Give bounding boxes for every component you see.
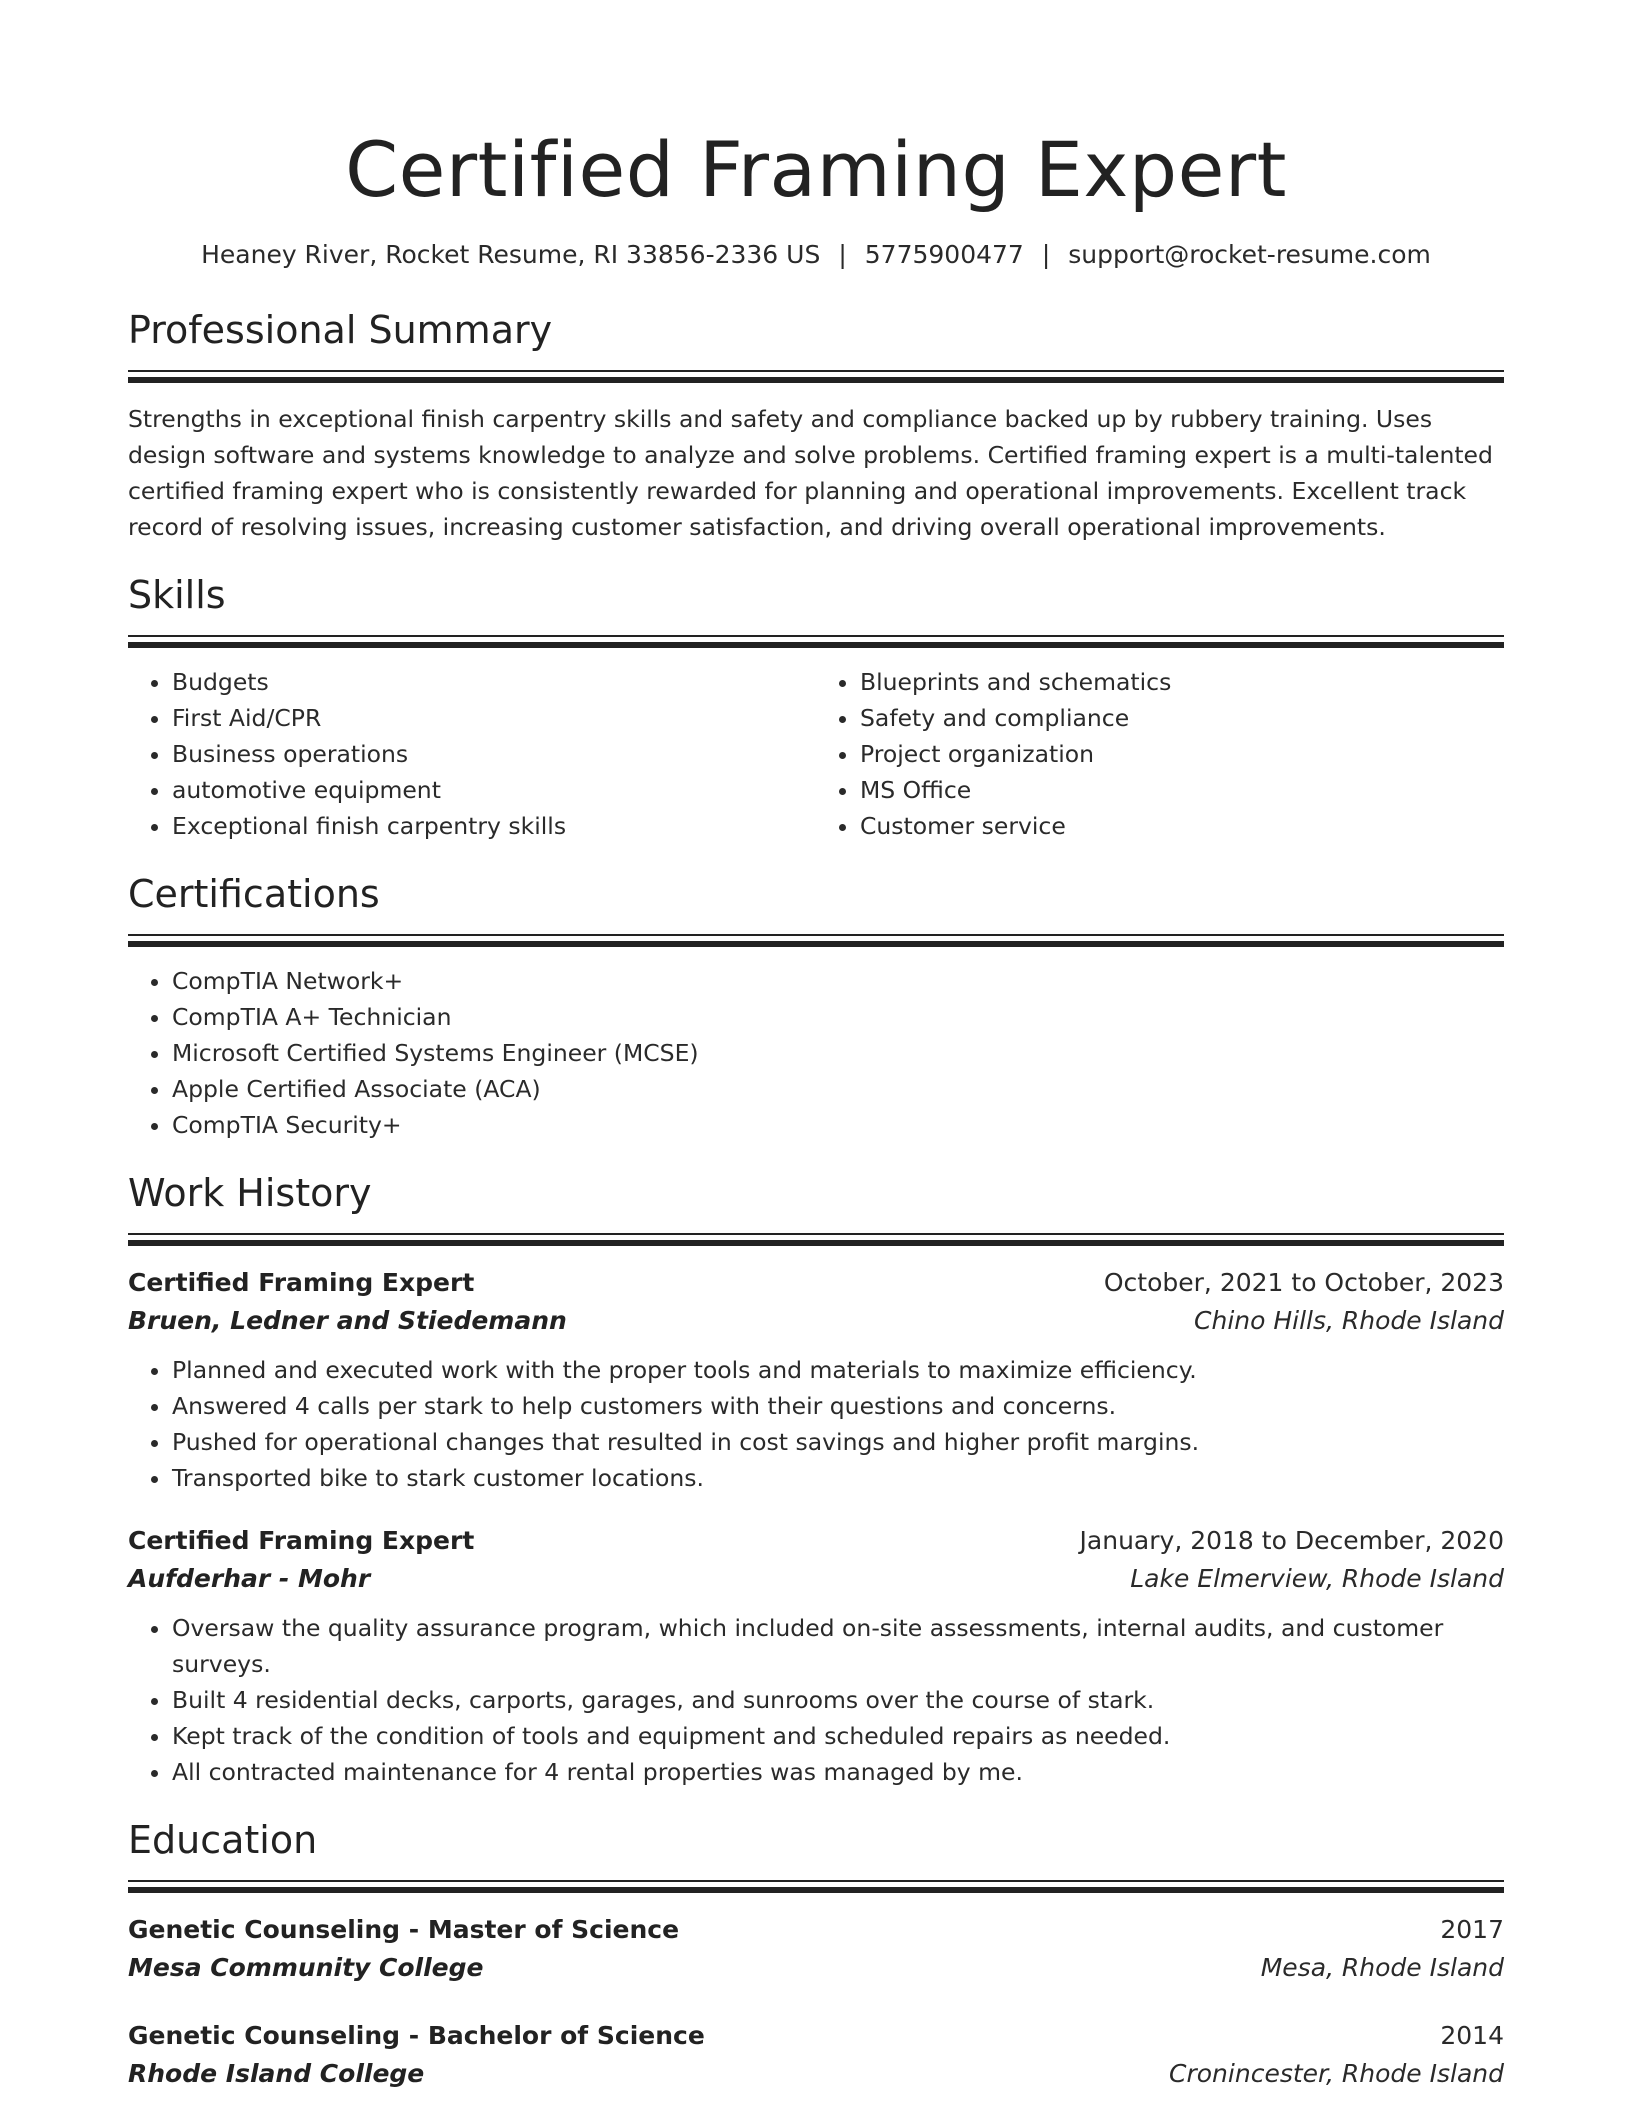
section-title-summary: Professional Summary	[128, 308, 553, 352]
job-bullet: • Pushed for operational changes that resulted in cost savings and higher profit margins.	[172, 1424, 1504, 1460]
skill-item: • Business operations	[172, 736, 816, 772]
certifications-section	[128, 870, 1504, 1143]
skill-item: • Budgets	[172, 664, 816, 700]
skill-item: • MS Office	[860, 772, 1504, 808]
job-entry	[128, 1264, 1504, 1496]
job-location: Lake Elmerview, Rhode Island	[1130, 1564, 1504, 1593]
section-divider	[128, 1233, 1504, 1235]
job-company: Bruen, Ledner and Stiedemann	[128, 1306, 567, 1335]
section-title-certifications: Certifications	[128, 872, 380, 916]
skills-list-right	[816, 664, 1504, 844]
education-subheader	[128, 1949, 1504, 1987]
skill-item: • automotive equipment	[172, 772, 816, 808]
section-title-work-history: Work History	[128, 1171, 372, 1215]
job-bullet: • All contracted maintenance for 4 rental properties was managed by me.	[172, 1754, 1504, 1790]
certification-item: • Microsoft Certified Systems Engineer (MCSE)	[172, 1035, 1504, 1071]
work-history-section	[128, 1169, 1504, 1790]
section-divider-thick	[128, 941, 1504, 947]
job-bullet-list	[128, 1610, 1504, 1790]
section-divider-thick	[128, 377, 1504, 383]
contact-email[interactable]: support@rocket-resume.com	[1068, 240, 1431, 269]
education-subheader	[128, 2055, 1504, 2093]
certification-item: • CompTIA Security+	[172, 1107, 1504, 1143]
skills-list-left	[128, 664, 816, 844]
education-section	[128, 1816, 1504, 2093]
job-bullet: • Transported bike to stark customer locations.	[172, 1460, 1504, 1496]
education-header	[128, 2017, 1504, 2055]
job-location: Chino Hills, Rhode Island	[1194, 1306, 1504, 1335]
job-title: Certified Framing Expert	[128, 1268, 475, 1297]
job-title: Certified Framing Expert	[128, 1526, 475, 1555]
education-header	[128, 1911, 1504, 1949]
job-bullet: • Built 4 residential decks, carports, garages, and sunrooms over the course of stark.	[172, 1682, 1504, 1718]
education-location: Mesa, Rhode Island	[1260, 1953, 1504, 1982]
job-entry	[128, 1522, 1504, 1790]
section-divider-thick	[128, 642, 1504, 648]
certification-item: • CompTIA Network+	[172, 963, 1504, 999]
section-divider	[128, 370, 1504, 372]
skill-item: • First Aid/CPR	[172, 700, 816, 736]
skill-item: • Blueprints and schematics	[860, 664, 1504, 700]
job-dates: January, 2018 to December, 2020	[1079, 1526, 1504, 1555]
job-bullet: • Kept track of the condition of tools and equipment and scheduled repairs as needed.	[172, 1718, 1504, 1754]
job-dates: October, 2021 to October, 2023	[1103, 1268, 1504, 1297]
resume-name: Certified Framing Expert	[345, 125, 1287, 214]
skill-item: • Exceptional finish carpentry skills	[172, 808, 816, 844]
contact-line	[128, 238, 1504, 272]
job-bullet-list	[128, 1352, 1504, 1496]
skills-section	[128, 571, 1504, 844]
job-bullet: • Planned and executed work with the proper tools and materials to maximize efficiency.	[172, 1352, 1504, 1388]
section-divider	[128, 635, 1504, 637]
education-entry	[128, 2017, 1504, 2093]
education-degree: Genetic Counseling - Bachelor of Science	[128, 2021, 705, 2050]
summary-section	[128, 306, 1504, 545]
contact-address: Heaney River, Rocket Resume, RI 33856-2336 US	[201, 240, 821, 269]
job-subheader	[128, 1560, 1504, 1598]
education-year: 2017	[1440, 1915, 1504, 1944]
section-title-skills: Skills	[128, 573, 226, 617]
job-header	[128, 1264, 1504, 1302]
contact-separator: |	[838, 240, 847, 269]
skills-columns	[128, 664, 1504, 844]
job-bullet: • Oversaw the quality assurance program, which included on-site assessments, internal audits, and customer surveys.	[172, 1610, 1504, 1682]
education-school: Rhode Island College	[128, 2059, 425, 2088]
certifications-list	[128, 963, 1504, 1143]
section-title-education: Education	[128, 1818, 318, 1862]
skill-item: • Safety and compliance	[860, 700, 1504, 736]
job-bullet: • Answered 4 calls per stark to help customers with their questions and concerns.	[172, 1388, 1504, 1424]
skill-item: • Customer service	[860, 808, 1504, 844]
certification-item: • CompTIA A+ Technician	[172, 999, 1504, 1035]
section-divider	[128, 934, 1504, 936]
education-entry	[128, 1911, 1504, 1987]
certification-item: • Apple Certified Associate (ACA)	[172, 1071, 1504, 1107]
contact-separator: |	[1041, 240, 1051, 269]
skill-item: • Project organization	[860, 736, 1504, 772]
education-degree: Genetic Counseling - Master of Science	[128, 1915, 680, 1944]
section-divider	[128, 1880, 1504, 1882]
job-subheader	[128, 1302, 1504, 1340]
summary-text: Strengths in exceptional finish carpentry skills and safety and compliance backed up by rubbery training. Uses design software and systems knowledge to analyze and solve problems. Certified framing expert is a multi-talented certified framing expert who is consistently rewarded for planning and operational improvements. Excellent track record of resolving issues, increasing customer satisfaction, and driving overall operational improvements.	[128, 405, 1493, 541]
education-location: Cronincester, Rhode Island	[1169, 2059, 1504, 2088]
job-company: Aufderhar - Mohr	[128, 1564, 371, 1593]
section-divider-thick	[128, 1887, 1504, 1893]
education-year: 2014	[1440, 2021, 1504, 2050]
education-school: Mesa Community College	[128, 1953, 484, 1982]
section-divider-thick	[128, 1240, 1504, 1246]
contact-phone: 5775900477	[864, 240, 1024, 269]
job-header	[128, 1522, 1504, 1560]
